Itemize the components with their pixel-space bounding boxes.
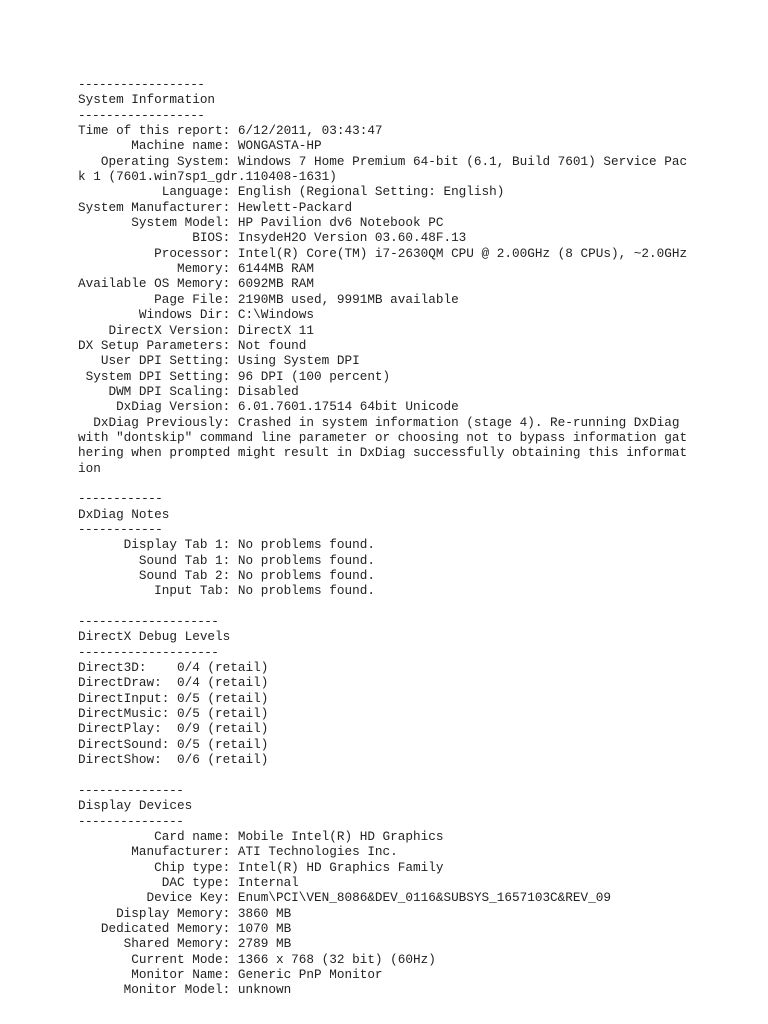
report-line: Memory: 6144MB RAM [78,261,315,277]
report-line: Available OS Memory: 6092MB RAM [78,276,315,292]
report-line: Display Memory: 3860 MB [78,905,292,921]
section-dxdiag-notes [78,476,758,599]
report-line: Monitor Model: unknown [78,982,292,998]
section-rule-top: -------------------- [78,614,219,630]
report-line: Language: English (Regional Setting: English) [78,184,505,200]
report-line: Display Tab 1: No problems found. [78,537,375,553]
report-line: Operating System: Windows 7 Home Premium 64-bit (6.1, Build 7601) Service Pac [78,153,688,169]
report-line: BIOS: InsydeH2O Version 03.60.48F.13 [78,230,467,246]
section-system-information [78,77,758,476]
report-line: DirectInput: 0/5 (retail) [78,690,269,706]
report-line: Windows Dir: C:\Windows [78,307,315,323]
report-line: Machine name: WONGASTA-HP [78,138,322,154]
report-line: DirectMusic: 0/5 (retail) [78,706,269,722]
report-line: Sound Tab 2: No problems found. [78,568,375,583]
report-line: DxDiag Version: 6.01.7601.17514 64bit Unicode [78,399,459,415]
report-line: Card name: Mobile Intel(R) HD Graphics [78,828,444,844]
report-line: Page File: 2190MB used, 9991MB available [78,291,459,307]
report-line: System Model: HP Pavilion dv6 Notebook PC [78,215,444,231]
report-line: Current Mode: 1366 x 768 (32 bit) (60Hz) [78,951,436,967]
report-line: System DPI Setting: 96 DPI (100 percent) [78,368,391,384]
report-line: DWM DPI Scaling: Disabled [78,383,299,399]
section-title: DirectX Debug Levels [78,629,231,645]
report-line: Device Key: Enum\PCI\VEN_8086&DEV_0116&SUBSYS_1657103C&REV_09 [78,890,611,906]
report-line: Sound Tab 1: No problems found. [78,552,375,568]
section-display-devices [78,767,758,997]
report-line: User DPI Setting: Using System DPI [78,353,360,369]
report-line: Manufacturer: ATI Technologies Inc. [78,844,398,860]
report-line: Input Tab: No problems found. [78,583,375,599]
report-line: DxDiag Previously: Crashed in system information (stage 4). Re-running DxDiag [78,414,680,430]
section-title: System Information [78,92,216,108]
section-directx-debug-levels [78,599,758,768]
section-rule-bottom: -------------------- [78,644,219,660]
report-line: Monitor Name: Generic PnP Monitor [78,966,383,982]
section-rule-top: ------------ [78,491,163,507]
report-line: Direct3D: 0/4 (retail) [78,660,269,676]
report-line: with "dontskip" command line parameter or choosing not to bypass information gat [78,429,688,445]
report-line: ion [78,460,101,476]
report-line: DirectPlay: 0/9 (retail) [78,721,269,737]
report-line: Chip type: Intel(R) HD Graphics Family [78,859,444,875]
section-rule-bottom: --------------- [78,813,184,829]
dxdiag-report-document [78,77,758,998]
report-line: Shared Memory: 2789 MB [78,936,292,952]
blank-line [78,476,758,491]
report-line: Time of this report: 6/12/2011, 03:43:47 [78,123,383,139]
section-title: Display Devices [78,798,193,814]
report-line: hering when prompted might result in DxDiag successfully obtaining this informat [78,445,688,461]
report-line: DAC type: Internal [78,874,299,890]
report-line: DirectSound: 0/5 (retail) [78,736,269,752]
report-line: k 1 (7601.win7sp1_gdr.110408-1631) [78,169,337,185]
section-rule-top: ------------------ [78,77,205,92]
report-line: Processor: Intel(R) Core(TM) i7-2630QM CPU @ 2.00GHz (8 CPUs), ~2.0GHz [78,245,688,261]
blank-line [78,599,758,614]
report-line: DX Setup Parameters: Not found [78,337,307,353]
section-title: DxDiag Notes [78,506,170,522]
section-rule-bottom: ------------ [78,521,163,537]
report-line: DirectDraw: 0/4 (retail) [78,675,269,691]
report-line: Dedicated Memory: 1070 MB [78,920,292,936]
report-line: DirectX Version: DirectX 11 [78,322,315,338]
section-rule-bottom: ------------------ [78,107,205,123]
blank-line [78,767,758,782]
report-line: DirectShow: 0/6 (retail) [78,752,269,768]
report-line: System Manufacturer: Hewlett-Packard [78,199,353,215]
section-rule-top: --------------- [78,782,184,798]
